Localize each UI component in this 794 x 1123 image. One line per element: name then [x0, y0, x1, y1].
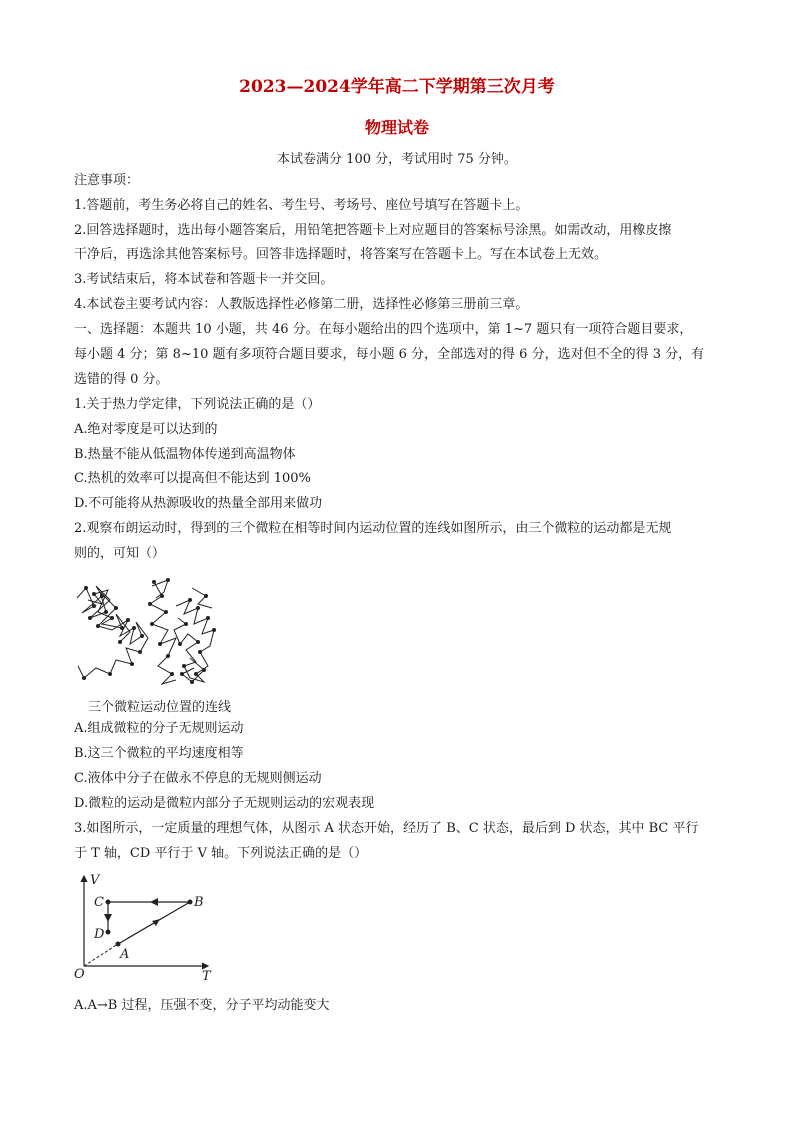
v-t-graph: [72, 870, 222, 982]
question-1-option: A.绝对零度是可以达到的: [74, 422, 218, 437]
point-a: [116, 942, 121, 947]
point-c-label: C: [94, 895, 104, 910]
arrow-cd-icon: [104, 914, 112, 922]
question-2-option: D.微粒的运动是微粒内部分子无规则运动的宏观表现: [74, 796, 375, 811]
notice-heading: 注意事项：: [74, 173, 140, 188]
exam-title: 2023—2024学年高二下学期第三次月考: [239, 77, 555, 97]
notice-item: 3.考试结束后，将本试卷和答题卡一并交回。: [74, 272, 334, 287]
arrow-bc-icon: [150, 898, 158, 906]
question-2-stem: 则的，可知（）: [74, 546, 166, 561]
notice-item: 1.答题前，考生务必将自己的姓名、考生号、考场号、座位号填写在答题卡上。: [74, 198, 529, 213]
question-3-option: A.A→B 过程，压强不变，分子平均动能变大: [74, 998, 330, 1013]
brownian-motion-figure: [72, 578, 222, 690]
question-2-option: A.组成微粒的分子无规则运动: [74, 721, 244, 736]
question-2-option: C.液体中分子在做永不停息的无规则侧运动: [74, 771, 322, 786]
question-1-option: C.热机的效率可以提高但不能达到 100%: [74, 471, 311, 486]
t-axis-label: T: [202, 969, 211, 982]
point-d: [106, 930, 111, 935]
notice-item: 2.回答选择题时，选出每小题答案后，用铅笔把答题卡上对应题目的答案标号涂黑。如需改动，用橡皮擦: [74, 223, 672, 238]
question-3-stem: 于 T 轴，CD 平行于 V 轴。下列说法正确的是（）: [74, 846, 368, 861]
section-intro: 一、选择题：本题共 10 小题，共 46 分。在每小题给出的四个选项中，第 1~7 题只有一项符合题目要求，: [74, 322, 693, 337]
notice-item: 4.本试卷主要考试内容：人教版选择性必修第二册，选择性必修第三册前三章。: [74, 297, 529, 312]
section-intro: 每小题 4 分；第 8~10 题有多项符合题目要求，每小题 6 分，全部选对的得 6 分，选对但不全的得 3 分，有: [74, 347, 705, 362]
point-b-label: B: [194, 895, 204, 910]
exam-info: 本试卷满分 100 分，考试用时 75 分钟。: [277, 152, 517, 167]
origin-label: O: [74, 967, 85, 982]
question-1-option: B.热量不能从低温物体传递到高温物体: [74, 447, 296, 462]
point-b: [188, 900, 193, 905]
section-intro: 选错的得 0 分。: [74, 372, 169, 387]
question-2-stem: 2.观察布朗运动时，得到的三个微粒在相等时间内运动位置的连线如图所示，由三个微粒的运动都是无规: [74, 521, 672, 536]
point-c: [106, 900, 111, 905]
notice-item: 干净后，再选涂其他答案标号。回答非选择题时，将答案写在答题卡上。写在本试卷上无效。: [74, 247, 608, 262]
question-3-stem: 3.如图所示，一定质量的理想气体，从图示 A 状态开始，经历了 B、C 状态，最后到 D 状态，其中 BC 平行: [74, 821, 699, 836]
question-1-option: D.不可能将从热源吸收的热量全部用来做功: [74, 496, 323, 511]
extension-line: [84, 944, 118, 966]
figure-caption: 三个微粒运动位置的连线: [88, 700, 232, 715]
point-d-label: D: [94, 927, 105, 942]
v-axis-label: V: [90, 873, 100, 888]
subject-title: 物理试卷: [364, 118, 429, 137]
arrow-ab-icon: [152, 919, 160, 926]
question-1-stem: 1.关于热力学定律，下列说法正确的是（）: [74, 397, 321, 412]
question-2-option: B.这三个微粒的平均速度相等: [74, 746, 244, 761]
point-a-label: A: [120, 947, 130, 962]
